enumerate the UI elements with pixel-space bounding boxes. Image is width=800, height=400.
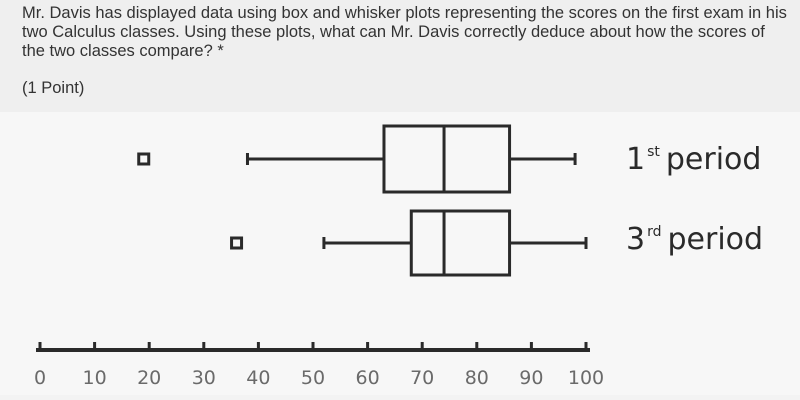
required-marker: * [217,42,224,60]
axis-tick-label: 10 [82,367,107,389]
question-block [0,0,800,118]
axis-tick-label: 70 [410,367,435,389]
iqr-box [384,126,510,192]
box-plot-chart [0,112,800,395]
series-label: 1 $^{st}$ period [626,142,762,177]
plot-area [0,112,800,395]
box-plot-series-1 [139,126,762,192]
axis-tick-label: 20 [137,367,162,389]
axis-tick-label: 30 [191,367,216,389]
axis-tick-label: 50 [300,367,326,389]
number-line-axis [34,342,604,389]
question-text: Mr. Davis has displayed data using box and whisker plots representing the scores on the first exam in his two Calculus classes. Using these plots, what can Mr. Davis correctly deduce about how the scores of the two classes compare? * [22,4,787,60]
box-plot-series-2 [232,211,764,275]
axis-tick-label: 0 [33,367,47,389]
axis-tick-label: 60 [355,367,380,389]
iqr-box [411,211,509,275]
axis-tick-label: 40 [246,367,271,389]
outlier-marker [139,154,149,164]
axis-tick-label: 90 [519,367,544,389]
outlier-marker [232,238,242,248]
series-label: 3 $^{rd}$ period [626,222,764,257]
axis-tick-label: 100 [567,367,605,389]
question-points: (1 Point) [22,79,85,97]
axis-tick-label: 80 [464,367,489,389]
